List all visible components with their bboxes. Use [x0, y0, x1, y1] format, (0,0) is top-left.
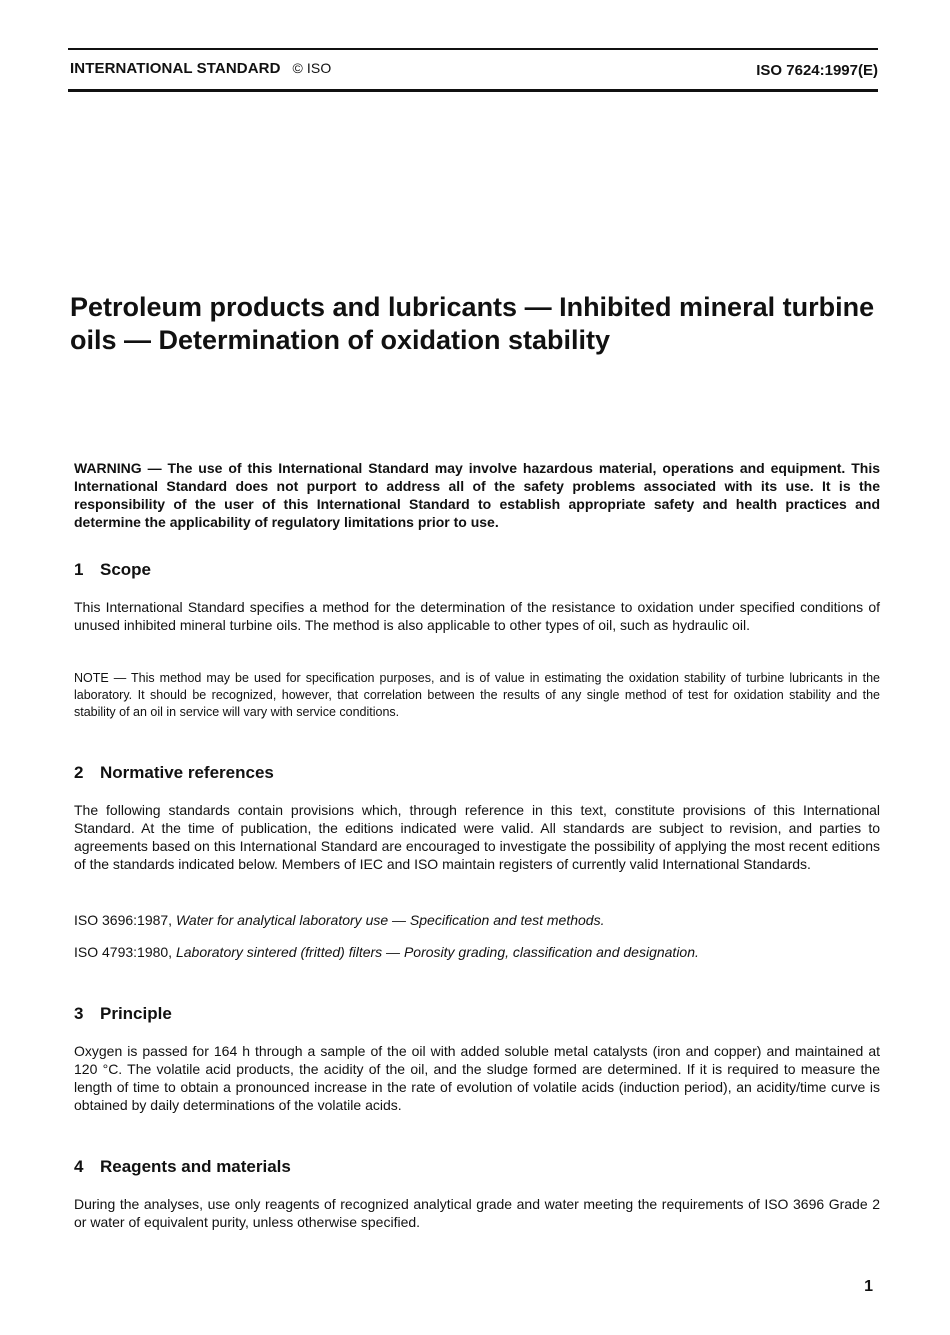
reference-item — [74, 943, 880, 961]
scope-note: NOTE — This method may be used for specification purposes, and is of value in estimating the oxidation stability of turbine lubricants in the laboratory. It should be recognized, however, that correlation between the results of any single method of test for oxidation stability and the stability of an oil in service will vary with service conditions. — [74, 671, 880, 719]
normative-references-paragraph: The following standards contain provisions which, through reference in this text, constitute provisions of this International Standard. At the time of publication, the editions indicated were valid. All standards are subject to revision, and parties to agreements based on this International Standard are encouraged to investigate the possibility of applying the most recent editions of the standards indicated below. Members of IEC and ISO maintain registers of currently valid International Standards. — [74, 802, 880, 872]
section-number: 1 — [74, 560, 84, 579]
header-top-rule — [68, 48, 878, 50]
section-heading-scope — [74, 560, 151, 580]
header-standard-label: INTERNATIONAL STANDARD — [70, 60, 281, 77]
reference-item — [74, 911, 880, 929]
reference-id: ISO 4793:1980, — [74, 944, 173, 960]
section-title: Scope — [100, 560, 152, 579]
header-copyright: © ISO — [292, 60, 332, 76]
header-bottom-rule — [68, 89, 878, 92]
section-heading-reagents — [74, 1157, 291, 1177]
page-number: 1 — [864, 1278, 873, 1295]
section-number: 3 — [74, 1004, 84, 1023]
reference-title: Water for analytical laboratory use — Specification and test methods. — [175, 912, 605, 928]
document-title: Petroleum products and lubricants — Inhibited mineral turbine oils — Determination of oxidation stability — [70, 292, 875, 355]
reference-title: Laboratory sintered (fritted) filters — Porosity grading, classification and designation. — [175, 944, 699, 960]
section-heading-principle — [74, 1004, 172, 1024]
section-number: 4 — [74, 1157, 84, 1176]
principle-paragraph: Oxygen is passed for 164 h through a sample of the oil with added soluble metal catalysts (iron and copper) and maintained at 120 °C. The volatile acid products, the acidity of the oil, and the sludge formed are determined. If it is required to measure the length of time to obtain a pronounced increase in the rate of evolution of volatile acids (induction period), an acidity/time curve is obtained by daily determinations of the volatile acids. — [74, 1043, 880, 1113]
reference-id: ISO 3696:1987, — [74, 912, 173, 928]
section-number: 2 — [74, 763, 84, 782]
section-heading-normative-references — [74, 763, 274, 783]
reagents-paragraph: During the analyses, use only reagents of recognized analytical grade and water meeting the requirements of ISO 3696 Grade 2 or water of equivalent purity, unless otherwise specified. — [74, 1196, 880, 1230]
section-title: Normative references — [100, 763, 274, 782]
scope-paragraph: This International Standard specifies a method for the determination of the resistance to oxidation under specified conditions of unused inhibited mineral turbine oils. The method is also applicable to other types of oil, such as hydraulic oil. — [74, 599, 880, 633]
header-standard-number: ISO 7624:1997(E) — [756, 62, 878, 79]
section-title: Principle — [100, 1004, 172, 1023]
section-title: Reagents and materials — [100, 1157, 291, 1176]
warning-paragraph: WARNING — The use of this International Standard may involve hazardous material, operations and equipment. This International Standard does not purport to address all of the safety problems associated with its use. It is the responsibility of the user of this International Standard to establish appropriate safety and health practices and determine the applicability of regulatory limitations prior to use. — [74, 460, 880, 530]
header-left — [70, 60, 331, 77]
